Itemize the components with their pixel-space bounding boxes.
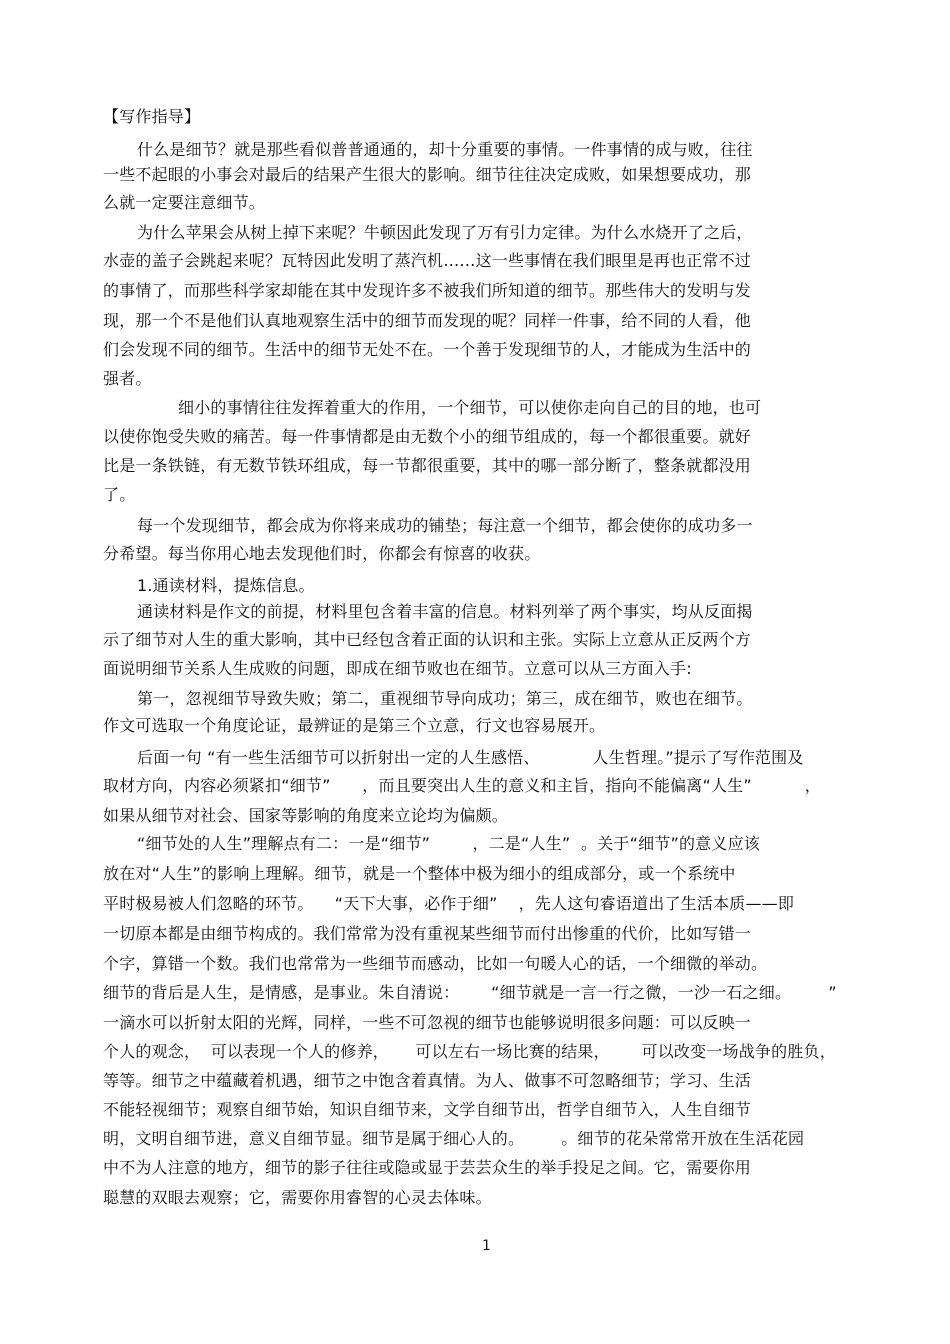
numbered-heading: 1.通读材料，提炼信息。	[137, 576, 315, 595]
text-line: 什么是细节？就是那些看似普普通通的，却十分重要的事情。一件事情的成与败，往往	[137, 140, 753, 159]
text-line: 取材方向，内容必须紧扣“细节” ，而且要突出人生的意义和主旨，指向不能偏离“人生” ，	[103, 776, 821, 795]
text-line: 细小的事情往往发挥着重大的作用，一个细节，可以使你走向自己的目的地，也可	[178, 398, 762, 417]
text-line: 不能轻视细节；观察自细节始，知识自细节来，文学自细节出，哲学自细节入，人生自细节	[103, 1100, 752, 1119]
text-line: 第一，忽视细节导致失败；第二，重视细节导向成功；第三，成在细节，败也在细节。	[137, 689, 753, 708]
text-line: 们会发现不同的细节。生活中的细节无处不在。一个善于发现细节的人，才能成为生活中的	[103, 340, 752, 359]
text-line: 以使你饱受失败的痛苦。每一件事情都是由无数个小的细节组成的，每一个都很重要。就好	[103, 427, 752, 446]
text-line: 一些不起眼的小事会对最后的结果产生很大的影响。细节往往决定成败，如果想要成功，那	[103, 165, 752, 184]
text-line: 一滴水可以折射太阳的光辉，同样，一些不可忽视的细节也能够说明很多问题：可以反映一	[103, 1013, 752, 1032]
text-line: 个人的观念， 可以表现一个人的修养， 可以左右一场比赛的结果， 可以改变一场战争的胜负，	[103, 1042, 836, 1061]
text-line: 现，那一个不是他们认真地观察生活中的细节而发现的呢？同样一件事，给不同的人看，他	[103, 311, 752, 330]
text-line: 聪慧的双眼去观察；它，需要你用睿智的心灵去体味。	[103, 1188, 492, 1207]
text-line: “细节处的人生”理解点有二：一是“细节” ，二是“人生” 。关于“细节”的意义应该	[137, 834, 760, 853]
text-line: 的事情了，而那些科学家却能在其中发现许多不被我们所知道的细节。那些伟大的发明与发	[103, 281, 752, 300]
text-line: 比是一条铁链，有无数节铁环组成，每一节都很重要，其中的哪一部分断了，整条就都没用	[103, 456, 752, 475]
text-line: 等等。细节之中蕴藏着机遇，细节之中饱含着真情。为人、做事不可忽略细节；学习、生活	[103, 1071, 752, 1090]
text-line: 一切原本都是由细节构成的。我们常常为没有重视某些细节而付出惨重的代价，比如写错一	[103, 924, 752, 943]
text-line: 明，文明自细节进，意义自细节显。细节是属于细心人的。 。细节的花朵常常开放在生活花园	[103, 1129, 805, 1148]
text-line: 水壶的盖子会跳起来呢？瓦特因此发明了蒸汽机……这一些事情在我们眼里是再也正常不过	[103, 251, 752, 270]
text-line: 作文可选取一个角度论证，最辨证的是第三个立意，行文也容易展开。	[103, 716, 606, 735]
text-line: 面说明细节关系人生成败的问题，即成在细节败也在细节。立意可以从三方面入手:	[103, 659, 692, 678]
text-line: 如果从细节对社会、国家等影响的角度来立论均为偏颇。	[103, 806, 509, 825]
text-line: 为什么苹果会从树上掉下来呢？牛顿因此发现了万有引力定律。为什么水烧开了之后，	[137, 223, 753, 242]
text-line: 通读材料是作文的前提，材料里包含着丰富的信息。材料列举了两个事实，均从反面揭	[137, 602, 753, 621]
text-line: 后面一句 “有一些生活细节可以折射出一定的人生感悟、 人生哲理。”提示了写作范围及	[137, 748, 804, 767]
text-line: 示了细节对人生的重大影响，其中已经包含着正面的认识和主张。实际上立意从正反两个方	[103, 630, 752, 649]
text-line: 分希望。每当你用心地去发现他们时，你都会有惊喜的收获。	[103, 544, 541, 563]
text-line: 个字，算错一个数。我们也常常为一些细节而感动，比如一句暖人心的话，一个细微的举动。	[103, 954, 768, 973]
text-line: 每一个发现细节，都会成为你将来成功的铺垫；每注意一个细节，都会使你的成功多一	[137, 516, 753, 535]
text-line: 细节的背后是人生，是情感，是事业。朱自清说： “细节就是一言一行之微，一沙一石之细。 ”	[103, 983, 837, 1002]
page-number: 1	[482, 1238, 491, 1254]
text-line: 平时极易被人们忽略的环节。 “天下大事，必作于细” ，先人这句睿语道出了生活本质——即	[103, 894, 795, 913]
text-line: 放在对“人生”的影响上理解。细节，就是一个整体中极为细小的组成部分，或一个系统中	[103, 864, 736, 883]
text-line: 了。	[103, 485, 136, 504]
text-line: 中不为人注意的地方，细节的影子往往或隐或显于芸芸众生的举手投足之间。它，需要你用	[103, 1158, 752, 1177]
text-line: 么就一定要注意细节。	[103, 193, 266, 212]
text-line: 强者。	[103, 369, 152, 388]
section-heading: 【写作指导】	[103, 107, 201, 126]
